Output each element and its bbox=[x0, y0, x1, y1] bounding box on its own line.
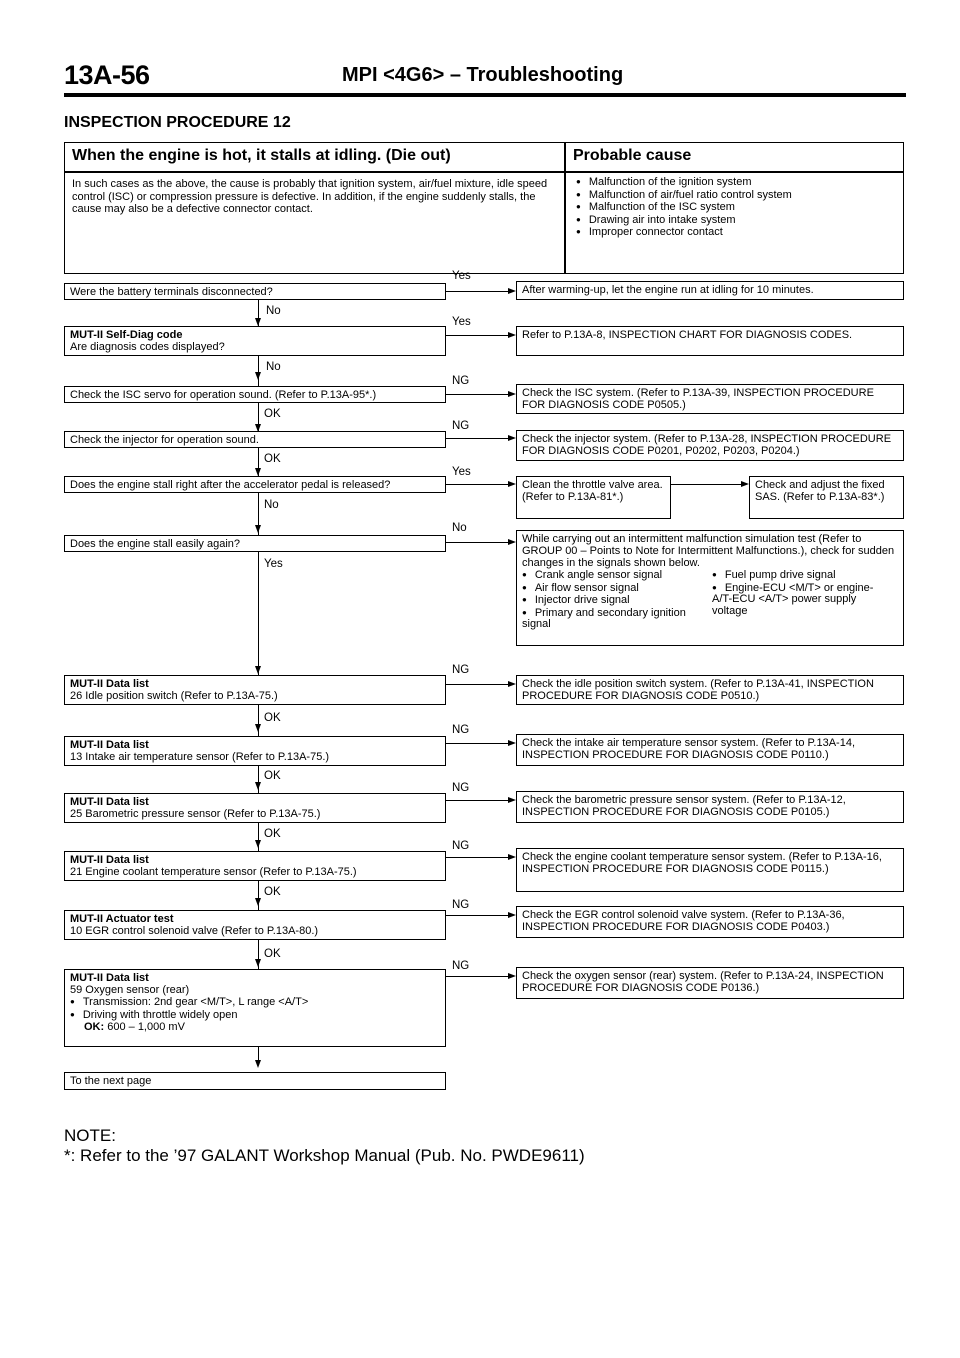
branch-line bbox=[446, 484, 508, 485]
action-text: Check the ISC system. (Refer to P.13A-39, INSPECTION PROCEDURE FOR DIAGNOSIS CODE P0505.) bbox=[522, 387, 874, 411]
branch-line bbox=[446, 335, 508, 336]
action-text: While carrying out an intermittent malfunction simulation test (Refer to GROUP 00 – Points to Note for Intermittent Malfunctions.), check for sudden changes in the signals shown below. bbox=[522, 533, 895, 569]
symptom-heading: When the engine is hot, it stalls at idling. (Die out) bbox=[72, 147, 451, 164]
branch-line bbox=[446, 743, 508, 744]
arrow-down-icon bbox=[255, 318, 261, 326]
step-title: MUT-II Data list bbox=[70, 854, 149, 866]
cause-heading: Probable cause bbox=[573, 147, 692, 164]
arrow-right-icon bbox=[508, 740, 516, 746]
no-label: No bbox=[264, 499, 279, 511]
no-label: No bbox=[266, 361, 281, 373]
note-text: *: Refer to the ’97 GALANT Workshop Manual (Pub. No. PWDE9611) bbox=[64, 1146, 585, 1165]
signal-list-right bbox=[712, 569, 892, 631]
step-text: 26 Idle position switch (Refer to P.13A-75.) bbox=[70, 690, 278, 702]
arrow-down-icon bbox=[255, 666, 261, 674]
page-number: 13A-56 bbox=[64, 60, 150, 90]
signal-item: ● Air flow sensor signal bbox=[522, 582, 712, 595]
step-title: MUT-II Self-Diag code bbox=[70, 329, 183, 341]
step-stall-after-release bbox=[64, 476, 446, 493]
action-text: Check the engine coolant temperature sensor system. (Refer to P.13A-16, INSPECTION PROCEDURE FOR DIAGNOSIS CODE P0115.) bbox=[522, 851, 882, 875]
step-text: To the next page bbox=[70, 1075, 152, 1087]
cause-item: ● Drawing air into intake system bbox=[576, 214, 896, 227]
arrow-right-icon bbox=[508, 681, 516, 687]
condition-item: ● Transmission: 2nd gear <M/T>, L range <A/T> bbox=[70, 996, 440, 1009]
signal-columns bbox=[522, 569, 898, 631]
action-intake-air-temp bbox=[516, 734, 904, 766]
ng-label: NG bbox=[452, 782, 470, 794]
arrow-right-icon bbox=[508, 481, 516, 487]
step-coolant-temp bbox=[64, 851, 446, 881]
arrow-right-icon bbox=[508, 797, 516, 803]
action-injector-system bbox=[516, 430, 904, 461]
branch-line bbox=[446, 291, 508, 292]
step-text: Are diagnosis codes displayed? bbox=[70, 341, 225, 353]
step-title: MUT-II Data list bbox=[70, 796, 149, 808]
arrow-right-icon bbox=[508, 854, 516, 860]
arrow-down-icon bbox=[255, 840, 261, 848]
action-isc-system bbox=[516, 384, 904, 414]
header-rule bbox=[64, 93, 906, 97]
ok-key: OK: bbox=[84, 1021, 105, 1033]
action-text: Check the intake air temperature sensor system. (Refer to P.13A-14, INSPECTION PROCEDURE FOR DIAGNOSIS CODE P0110.) bbox=[522, 737, 856, 761]
action-text: Check the injector system. (Refer to P.13A-28, INSPECTION PROCEDURE FOR DIAGNOSIS CODE P0201, P0202, P0203, P0204.) bbox=[522, 433, 892, 457]
signal-item: ● Crank angle sensor signal bbox=[522, 569, 712, 582]
branch-line bbox=[446, 394, 508, 395]
step-egr-solenoid bbox=[64, 910, 446, 940]
step-next-page bbox=[64, 1072, 446, 1090]
action-adjust-sas bbox=[749, 476, 904, 519]
ng-label: NG bbox=[452, 960, 470, 972]
action-intermittent-test bbox=[516, 530, 904, 646]
ng-label: NG bbox=[452, 664, 470, 676]
arrow-down-icon bbox=[255, 468, 261, 476]
step-title: MUT-II Data list bbox=[70, 972, 149, 984]
step-text: Does the engine stall easily again? bbox=[70, 538, 241, 550]
arrow-down-icon bbox=[255, 898, 261, 906]
cause-list bbox=[576, 176, 896, 239]
action-text: Check the oxygen sensor (rear) system. (Refer to P.13A-24, INSPECTION PROCEDURE FOR DIAGNOSIS CODE P0136.) bbox=[522, 970, 884, 994]
step-text: 25 Barometric pressure sensor (Refer to P.13A-75.) bbox=[70, 808, 321, 820]
step-oxygen-sensor bbox=[64, 969, 446, 1047]
condition-list bbox=[70, 996, 440, 1021]
step-battery-disconnected bbox=[64, 283, 446, 300]
step-title: MUT-II Data list bbox=[70, 739, 149, 751]
cause-item: ● Improper connector contact bbox=[576, 226, 896, 239]
arrow-right-icon bbox=[508, 912, 516, 918]
arrow-right-icon bbox=[741, 481, 749, 487]
note-label: NOTE: bbox=[64, 1126, 116, 1145]
ok-spec bbox=[70, 1021, 440, 1033]
arrow-down-icon bbox=[255, 372, 261, 380]
ok-label: OK bbox=[264, 886, 281, 898]
branch-line bbox=[671, 484, 741, 485]
arrow-right-icon bbox=[508, 539, 516, 545]
action-barometric bbox=[516, 791, 904, 823]
branch-line bbox=[446, 915, 508, 916]
ng-label: NG bbox=[452, 840, 470, 852]
ok-label: OK bbox=[264, 828, 281, 840]
action-egr-solenoid bbox=[516, 906, 904, 938]
branch-line bbox=[446, 438, 508, 439]
step-title: MUT-II Actuator test bbox=[70, 913, 174, 925]
action-text: Check the EGR control solenoid valve system. (Refer to P.13A-36, INSPECTION PROCEDURE FOR DIAGNOSIS CODE P0403.) bbox=[522, 909, 845, 933]
ng-label: NG bbox=[452, 375, 470, 387]
no-label: No bbox=[266, 305, 281, 317]
arrow-down-icon bbox=[255, 959, 261, 967]
step-text: Were the battery terminals disconnected? bbox=[70, 286, 273, 298]
symptom-text: In such cases as the above, the cause is probably that ignition system, air/fuel mixture, idle speed control (ISC) or compression pressure is defective. In addition, if the engine suddenly stalls, the cause may also be a defective connector contact. bbox=[72, 178, 548, 215]
step-text: 59 Oxygen sensor (rear) bbox=[70, 984, 190, 996]
ng-label: NG bbox=[452, 420, 470, 432]
step-title: MUT-II Data list bbox=[70, 678, 149, 690]
ok-value: 600 – 1,000 mV bbox=[107, 1021, 185, 1033]
ok-label: OK bbox=[264, 712, 281, 724]
yes-label: Yes bbox=[264, 558, 283, 570]
yes-label: Yes bbox=[452, 466, 471, 478]
action-coolant-temp bbox=[516, 848, 904, 892]
signal-item: ● Primary and secondary ignition signal bbox=[522, 607, 712, 631]
ok-label: OK bbox=[264, 408, 281, 420]
signal-list-left bbox=[522, 569, 712, 631]
cause-item: ● Malfunction of air/fuel ratio control system bbox=[576, 189, 896, 202]
action-oxygen-sensor bbox=[516, 967, 904, 999]
ok-label: OK bbox=[264, 453, 281, 465]
action-text: Clean the throttle valve area. (Refer to P.13A-81*.) bbox=[522, 479, 663, 503]
branch-line bbox=[446, 684, 508, 685]
step-barometric bbox=[64, 793, 446, 823]
action-warmup bbox=[516, 281, 904, 300]
arrow-down-icon bbox=[255, 782, 261, 790]
branch-line bbox=[446, 800, 508, 801]
action-clean-throttle bbox=[516, 476, 671, 519]
action-diag-chart bbox=[516, 326, 904, 356]
step-self-diag bbox=[64, 326, 446, 356]
arrow-right-icon bbox=[508, 332, 516, 338]
action-idle-switch bbox=[516, 675, 904, 705]
branch-line bbox=[446, 542, 508, 543]
step-idle-switch bbox=[64, 675, 446, 705]
step-injector-sound bbox=[64, 431, 446, 448]
step-intake-air-temp bbox=[64, 736, 446, 766]
arrow-right-icon bbox=[508, 973, 516, 979]
ng-label: NG bbox=[452, 724, 470, 736]
branch-line bbox=[446, 857, 508, 858]
signal-item: ● Engine-ECU <M/T> or engine-A/T-ECU <A/T> power supply voltage bbox=[712, 582, 892, 618]
step-text: Does the engine stall right after the accelerator pedal is released? bbox=[70, 479, 391, 491]
arrow-down-icon bbox=[255, 724, 261, 732]
step-isc-servo bbox=[64, 386, 446, 403]
yes-label: Yes bbox=[452, 316, 471, 328]
step-stall-again bbox=[64, 535, 446, 552]
action-text: Check the barometric pressure sensor system. (Refer to P.13A-12, INSPECTION PROCEDURE FOR DIAGNOSIS CODE P0105.) bbox=[522, 794, 846, 818]
arrow-right-icon bbox=[508, 391, 516, 397]
ng-label: NG bbox=[452, 899, 470, 911]
condition-item: ● Driving with throttle widely open bbox=[70, 1009, 440, 1022]
step-text: Check the injector for operation sound. bbox=[70, 434, 259, 446]
ok-label: OK bbox=[264, 948, 281, 960]
arrow-down-icon bbox=[255, 525, 261, 533]
no-label: No bbox=[452, 522, 467, 534]
action-text: Check the idle position switch system. (Refer to P.13A-41, INSPECTION PROCEDURE FOR DIAGNOSIS CODE P0510.) bbox=[522, 678, 874, 702]
procedure-title: INSPECTION PROCEDURE 12 bbox=[64, 114, 291, 131]
page-title: MPI <4G6> – Troubleshooting bbox=[342, 64, 624, 86]
branch-line bbox=[446, 976, 508, 977]
step-text: 10 EGR control solenoid valve (Refer to P.13A-80.) bbox=[70, 925, 319, 937]
action-text: After warming-up, let the engine run at idling for 10 minutes. bbox=[522, 284, 814, 296]
action-text: Refer to P.13A-8, INSPECTION CHART FOR DIAGNOSIS CODES. bbox=[522, 329, 853, 341]
ok-label: OK bbox=[264, 770, 281, 782]
arrow-down-icon bbox=[255, 1060, 261, 1068]
signal-item: ● Injector drive signal bbox=[522, 594, 712, 607]
cause-item: ● Malfunction of the ignition system bbox=[576, 176, 896, 189]
step-text: Check the ISC servo for operation sound. (Refer to P.13A-95*.) bbox=[70, 389, 377, 401]
action-text: Check and adjust the fixed SAS. (Refer to P.13A-83*.) bbox=[755, 479, 885, 503]
step-text: 21 Engine coolant temperature sensor (Refer to P.13A-75.) bbox=[70, 866, 357, 878]
table-header-rule bbox=[64, 171, 904, 173]
cause-item: ● Malfunction of the ISC system bbox=[576, 201, 896, 214]
arrow-right-icon bbox=[508, 288, 516, 294]
yes-label: Yes bbox=[452, 270, 471, 282]
table-divider bbox=[564, 142, 566, 274]
step-text: 13 Intake air temperature sensor (Refer to P.13A-75.) bbox=[70, 751, 330, 763]
arrow-right-icon bbox=[508, 435, 516, 441]
signal-item: ● Fuel pump drive signal bbox=[712, 569, 892, 582]
